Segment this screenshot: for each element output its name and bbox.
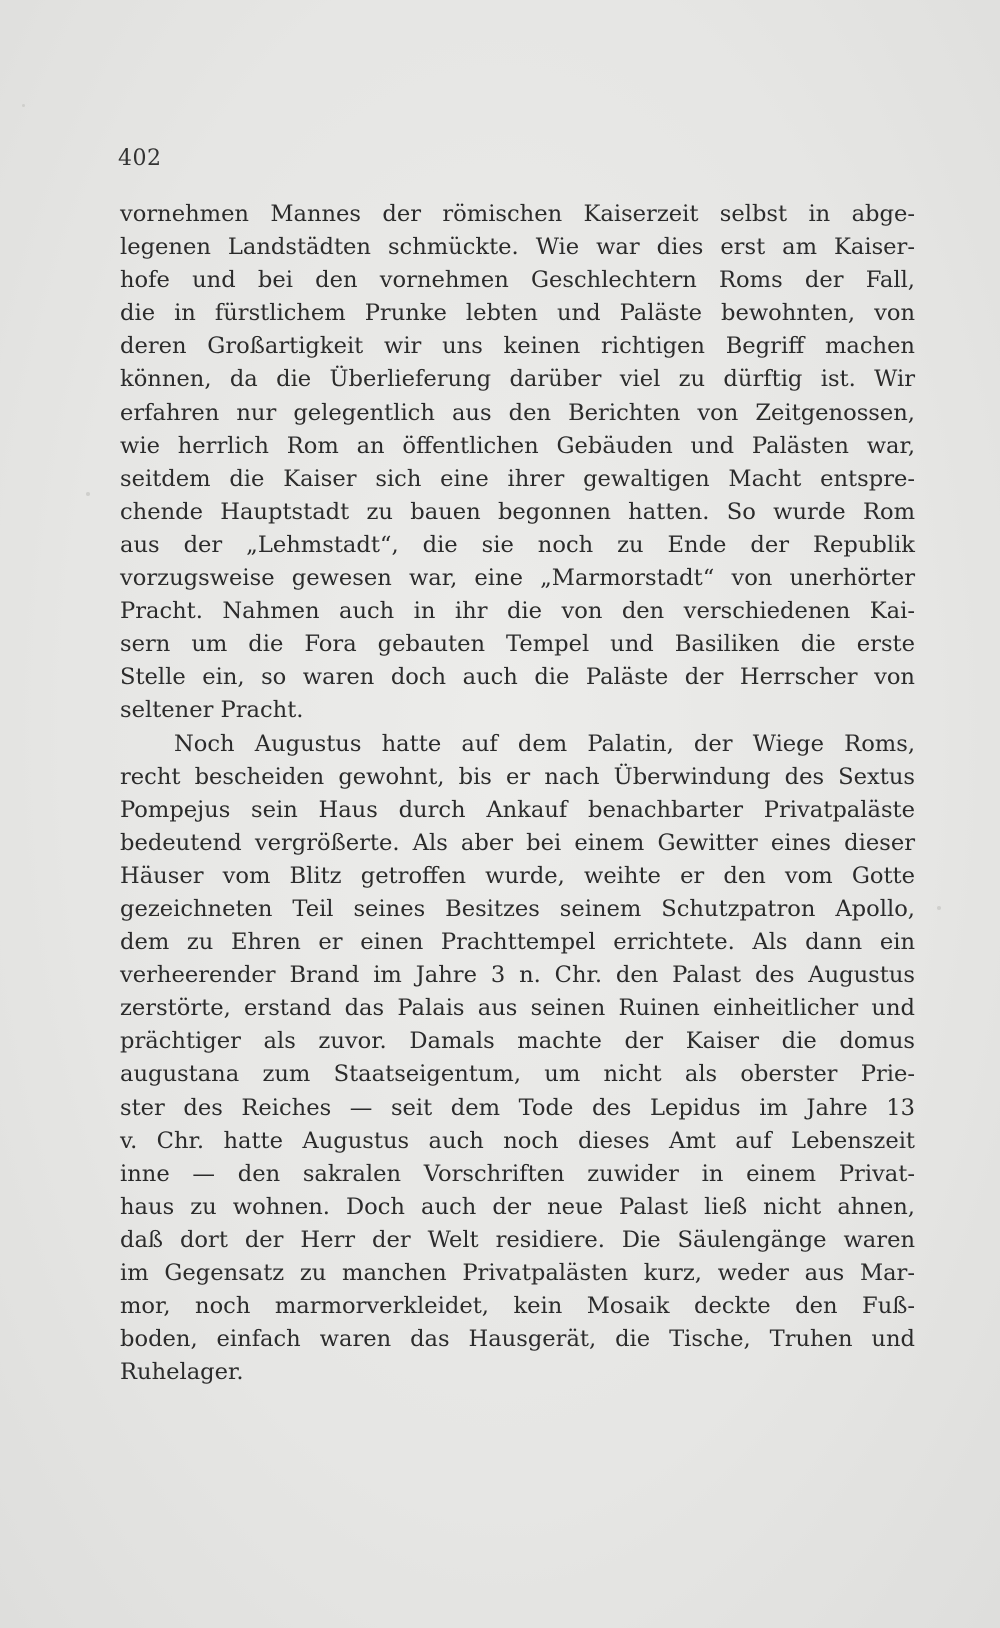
page-speck bbox=[22, 104, 25, 107]
text-line: v. Chr. hatte Augustus auch noch dieses Amt auf Lebenszeit bbox=[120, 1127, 915, 1154]
text-line: chende Hauptstadt zu bauen begonnen hatten. So wurde Rom bbox=[120, 498, 915, 525]
text-line: boden, einfach waren das Hausgerät, die Tische, Truhen und bbox=[120, 1326, 915, 1353]
text-line: im Gegensatz zu manchen Privatpalästen kurz, weder aus Mar- bbox=[120, 1260, 915, 1286]
text-line: die in fürstlichem Prunke lebten und Paläste bewohnten, von bbox=[120, 300, 915, 327]
text-line: aus der „Lehmstadt“, die sie noch zu Ende der Republik bbox=[120, 531, 915, 558]
text-line: deren Großartigkeit wir uns keinen richtigen Begriff machen bbox=[120, 333, 915, 360]
text-line: Häuser vom Blitz getroffen wurde, weihte er den vom Gotte bbox=[120, 862, 915, 889]
text-line: augustana zum Staatseigentum, um nicht als oberster Prie- bbox=[120, 1061, 915, 1088]
text-line: vorzugsweise gewesen war, eine „Marmorstadt“ von unerhörter bbox=[120, 565, 915, 592]
text-line: dem zu Ehren er einen Prachttempel errichtete. Als dann ein bbox=[120, 929, 915, 956]
text-line: daß dort der Herr der Welt residiere. Die Säulengänge waren bbox=[120, 1226, 915, 1253]
text-line: sern um die Fora gebauten Tempel und Basiliken die erste bbox=[120, 631, 915, 658]
text-line: Pracht. Nahmen auch in ihr die von den verschiedenen Kai- bbox=[120, 598, 915, 625]
text-line: gezeichneten Teil seines Besitzes seinem Schutzpatron Apollo, bbox=[120, 895, 915, 922]
paragraph-end-line: seltener Pracht. bbox=[120, 697, 304, 724]
text-line: Stelle ein, so waren doch auch die Paläste der Herrscher von bbox=[120, 664, 915, 691]
text-line: wie herrlich Rom an öffentlichen Gebäuden und Palästen war, bbox=[120, 432, 915, 459]
text-line: hofe und bei den vornehmen Geschlechtern Roms der Fall, bbox=[120, 267, 915, 294]
paragraph-end-line: Ruhelager. bbox=[120, 1359, 244, 1386]
text-line: prächtiger als zuvor. Damals machte der Kaiser die domus bbox=[120, 1028, 915, 1055]
text-line: seitdem die Kaiser sich eine ihrer gewaltigen Macht entspre- bbox=[120, 465, 915, 492]
text-line: vornehmen Mannes der römischen Kaiserzeit selbst in abge- bbox=[120, 201, 915, 227]
body-text bbox=[120, 198, 915, 1389]
text-line: verheerender Brand im Jahre 3 n. Chr. den Palast des Augustus bbox=[120, 962, 915, 989]
text-line: legenen Landstädten schmückte. Wie war dies erst am Kaiser- bbox=[120, 234, 915, 261]
text-line: recht bescheiden gewohnt, bis er nach Überwindung des Sextus bbox=[120, 763, 915, 790]
text-line: zerstörte, erstand das Palais aus seinen Ruinen einheitlicher und bbox=[120, 995, 915, 1022]
paragraph-first-line: Noch Augustus hatte auf dem Palatin, der Wiege Roms, bbox=[174, 730, 915, 757]
text-line: bedeutend vergrößerte. Als aber bei einem Gewitter eines dieser bbox=[120, 829, 915, 856]
page-speck bbox=[86, 492, 90, 496]
page-number: 402 bbox=[118, 146, 162, 171]
text-line: Pompejus sein Haus durch Ankauf benachbarter Privatpaläste bbox=[120, 796, 915, 823]
text-line: haus zu wohnen. Doch auch der neue Palast ließ nicht ahnen, bbox=[120, 1193, 915, 1220]
text-line: können, da die Überlieferung darüber viel zu dürftig ist. Wir bbox=[120, 366, 915, 393]
text-line: mor, noch marmorverkleidet, kein Mosaik deckte den Fuß- bbox=[120, 1293, 915, 1320]
text-line: erfahren nur gelegentlich aus den Berichten von Zeitgenossen, bbox=[120, 399, 915, 426]
text-line: ster des Reiches — seit dem Tode des Lepidus im Jahre 13 bbox=[120, 1094, 915, 1121]
page-speck bbox=[937, 906, 941, 910]
text-line: inne — den sakralen Vorschriften zuwider in einem Privat- bbox=[120, 1160, 915, 1187]
